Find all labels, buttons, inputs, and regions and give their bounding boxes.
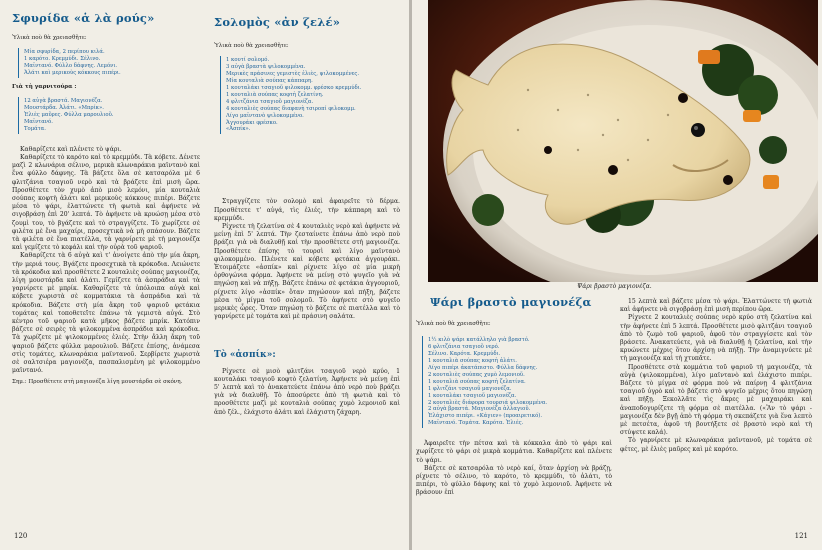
- garnish-box: [18, 97, 200, 134]
- body-paragraph: Τὸ γαρνίρετε μὲ κλωναράκια μαϊντανοῦ, μὲ τομάτα σὲ φέτες, μὲ ἐλιὲς μαῦρες καὶ μὲ καρότο.: [620, 437, 812, 453]
- recipe-column-sfyrida: [12, 11, 200, 386]
- fish-mayonnaise-illustration: [428, 0, 818, 282]
- recipe-column-fish-continued: [620, 298, 812, 454]
- ingredients-label: Ὑλικὰ ποὺ θὰ χρειασθῆτε:: [12, 35, 87, 42]
- ingredient-line: 1 κουταλάκι τσαγιοῦ φιλοκομμ. φρέσκο κρεμμύδι.: [226, 85, 362, 92]
- garnish-line: Μουστάρδα. Ἀλάτι. «Μπρίκ».: [24, 105, 104, 112]
- garnish-line: Ἐλιὲς μαῦρες. Φύλλα μαρουλιοῦ.: [24, 112, 114, 119]
- aspic-paragraph: Ρίχνετε σὲ μισὸ φλιτζάνι τσαγιοῦ νερὸ κρύο, 1 κουταλάκι τσαγιοῦ κοφτὸ ζελατίνη. Ἀφήνετε νὰ μείνῃ ἐπὶ 5' λεπτὰ καὶ τὸ ἀνακατεύετε ἐπάνω ἀπὸ νερὸ ποὺ βράζει γιὰ νὰ διαλυθῇ. Τὸ ἀποσύρετε ἀπὸ τὴ φωτιὰ καὶ τὸ προσθέτετε μαζὶ μὲ κουταλιὰ σούπας χυμὸ λεμονιοῦ καὶ ἀπὸ ζέλ., ἐλάχιστο ἀλάτι καὶ ἐλάχιστη ζάχαρη.: [214, 367, 400, 416]
- ingredient-line: Μία σφυρίδα, 2 περίπου κιλά.: [24, 49, 105, 56]
- ingredient-line: 1 κουταλιὰ σούπας κοφτὴ ζελατίνα.: [428, 378, 526, 385]
- ingredient-line: Ἐλάχιστο πιπέρι. «Κάγιεν» (προαιρετικό).: [428, 413, 543, 420]
- ingredient-line: Ἀγγουράκι φρέσκο.: [226, 119, 278, 126]
- body-paragraph: Ἀφαιρεῖτε τὴν πέτσα καὶ τὰ κόκκαλα ἀπὸ τὸ ψάρι καὶ χωρίζετε τὸ ψάρι σὲ μικρὰ κομμάτια. Καθαρίζετε καὶ πλένετε τὸ ψάρι.: [416, 440, 612, 464]
- garnish-line: Μαϊντανό.: [24, 118, 53, 125]
- ingredients-box: [422, 336, 612, 428]
- aspic-title: Τὸ «ἀσπίκ»:: [214, 350, 276, 361]
- garnish-line: Τομάτα.: [24, 125, 46, 132]
- recipe-title: Σφυρίδα «ἁ λὰ ρούς»: [12, 11, 155, 25]
- ingredients-label: Ὑλικὰ ποὺ θὰ χρειασθῆτε:: [214, 43, 289, 50]
- garnish-label: Γιὰ τὴ γαρνιτούρα :: [12, 84, 77, 91]
- body-paragraph: Καθαρίζετε καὶ πλένετε τὸ ψάρι.: [20, 145, 122, 153]
- page-number: 121: [794, 532, 808, 540]
- ingredient-line: «Ἀσπίκ».: [226, 126, 251, 133]
- photo-caption: Ψάρι βραστὸ μαγιονέζα.: [577, 283, 652, 290]
- ingredient-line: Μία κουταλιὰ σούπας κάππαρη.: [226, 78, 313, 85]
- body-paragraph: Ρίχνετε 2 κουταλιὲς σούπας νερὸ κρύο στὴ ζελατίνα καὶ τὴν ἀφήνετε ἐπὶ 5 λεπτά. Προσθέτετε μισὸ φλιτζάνι τσαγιοῦ ἀπὸ τὸ ζωμὸ τοῦ ψαριοῦ, ἀφοῦ τὸν στραγγίσετε καὶ τὸν βράσετε. Ἀνακατεύετε, γιὰ νὰ διαλυθῇ ἡ ζελατίνα, καὶ τὴν κρυώνετε μέχρις ὅτου ἀρχίσῃ νὰ πήξῃ. Τὴν ἀναμιγνύετε μὲ τὴ μαγιονέζα καὶ τὴ χτυπᾶτε.: [620, 314, 812, 363]
- ingredients-box: [18, 48, 200, 78]
- right-page: [412, 0, 822, 550]
- ingredient-line: 6 φλιτζάνια τσαγιοῦ νερό.: [428, 344, 500, 351]
- ingredient-line: 2 αὐγὰ βραστά. Μαγιονέζα ἀλλαγιοῦ.: [428, 406, 531, 413]
- ingredient-line: 1½ κιλὸ ψάρι κατάλληλο γιὰ βραστό.: [428, 337, 530, 344]
- ingredient-line: 1 κουταλάκι τσαγιοῦ μαγιονέζα.: [428, 392, 517, 399]
- ingredients-label: Ὑλικὰ ποὺ θὰ χρειασθῆτε:: [416, 321, 491, 328]
- body-paragraph: Στραγγίζετε τὸν σολομὸ καὶ ἀφαιρεῖτε τὸ δέρμα. Προσθέτετε τ' αὐγά, τὶς ἐλιές, τὴν κάππαρη καὶ τὸ κρεμμύδι.: [214, 198, 400, 222]
- garnish-line: 12 αὐγὰ βραστά. Μαγιονέζα.: [24, 98, 103, 105]
- ingredient-line: 1 κουταλιὰ σούπας κοφτὴ ἁλάτι.: [428, 358, 517, 365]
- ingredient-line: Λίγο μαϊντανὸ ψιλοκομμένο.: [226, 112, 304, 119]
- ingredient-line: Λίγο πιπέρι ἀκατάπιστο. Φύλλα δάφνης.: [428, 365, 538, 372]
- ingredient-line: 4 φλιτζάνια τσαγιοῦ μαγιονέζα.: [226, 98, 314, 105]
- body-paragraph: Βάζετε σὲ κατσαρόλα τὸ νερὸ καί, ὅταν ἀρχίσῃ νὰ βράζῃ, ρίχνετε τὸ σέλινο, τὸ καρότο, τὸ κρεμμύδι, τὸ ἁλάτι, τὸ πιπέρι, τὸ φύλλο δάφνης καὶ τὸ χυμὸ λεμονιοῦ. Ἀφήνετε νὰ βράσουν ἐπὶ: [416, 464, 612, 497]
- left-page: [0, 0, 410, 550]
- recipe-note: Σημ.: Προσθέτετε στὴ μαγιονέζα λίγη μουστάρδα σὲ σκόνη.: [12, 379, 183, 386]
- ingredient-line: 1 καρότο. Κρεμμύδι. Σέλινο.: [24, 56, 101, 63]
- recipe-title: Ψάρι βραστὸ μαγιονέζα: [430, 295, 592, 309]
- ingredient-line: Σέλινο. Καρότα. Κρεμμύδι.: [428, 351, 501, 358]
- body-paragraph: Καθαρίζετε τὸ καρότο καὶ τὸ κρεμμύδι. Τὰ κόβετε. Δένετε μαζὶ 2 κλωνάρια σέλινο, μερικὰ κλωναράκια μαϊντανὸ καὶ ἕνα φύλλο δάφνης. Τὰ βάζετε ὅλα σὲ κατσαρόλα μὲ 6 φλιτζάνια τσαγιοῦ νερὸ καὶ τὰ βράζετε ἐπὶ μισὴ ὥρα. Προσθέτετε τὸν χυμὸ ἀπὸ μισὸ λεμόνι, μία κουταλιὰ σούπας κοφτὴ ἁλάτι καὶ μερικοὺς κόκκους πιπέρι. Βάζετε μέσα τὸ ψάρι, ἐλαττώνετε τὴ φωτιὰ καὶ ἀφήνετε νὰ σιγοβράσῃ ἐπὶ 20' λεπτά. Τὸ ἀφήνετε νὰ κρυώσῃ μέσα στὸ ζουμὶ του, τὸ βγάζετε καὶ τὸ στραγγίζετε. Τὸ χωρίζετε σὲ φιλέτα μὲ ἕνα μαχαίρι, προσεχτικὰ νὰ μὴ σπάσουν. Βάζετε τὰ φιλέτα σὲ ἕνα πιατέλλα, τὰ γαρνίρετε μὲ τὴ μαγιονέζα καὶ γεμίζετε τὸ κεφάλι καὶ τὴν οὐρὰ τοῦ ψαριοῦ.: [12, 153, 200, 252]
- body-paragraph: Ρίχνετε τὴ ζελατίνα σὲ 4 κουταλιὲς νερὸ καὶ ἀφήνετε νὰ μείνῃ ἐπὶ 5' λεπτά. Τὴν ζεσταίνετε ἐπάνω ἀπὸ νερὸ ποὺ βράζει γιὰ νὰ διαλυθῇ καὶ τὴν προσθέτετε στὴ μαγιονέζα. Προσθέτετε ἐπίσης τὸ τουρσὶ καὶ λίγο μαϊντανὸ φιλοκομμένο. Πλένετε καὶ κόβετε φετάκια ἀγγουράκι. Ἑτοιμάζετε «ἀσπίκ» καὶ ρίχνετε λίγο σὲ μία μικρὴ ὀρθογώνια φόρμα. Ἀφήνετε νὰ μείνῃ στὸ ψυγεῖο γιὰ νὰ πηγώσῃ καὶ νὰ πήξῃ. Βάζετε ἐπάνω σὲ φετάκια ἀγγουριοῦ, ρίχνετε λίγο «ἀσπίκ» ὅταν πηγώσουν καὶ πήξη, βάζετε μέσα τὸ μίγμα τοῦ σολομοῦ. Τὸ ἀφήνετε στὸ ψυγεῖο μερικὲς ὧρες. Ὅταν πηγώσῃ τὸ βάζετε σὲ πιατέλλα καὶ τὸ γαρνίρετε μὲ τομάτα καὶ μὲ πράσινη σαλάτα.: [214, 222, 400, 321]
- ingredient-line: 4 κουταλιὲς σούπας διαφανὴ τσιροπί φιλοκομμ.: [226, 105, 356, 112]
- ingredients-box: [220, 56, 400, 134]
- ingredient-line: 1 κουτί σολομό.: [226, 57, 270, 64]
- ingredient-line: 2 κουταλιὲς διάφορα τουρσιά ψιλοκομμένα.: [428, 399, 548, 406]
- body-paragraph: Προσθέτετε στὰ κομμάτια τοῦ ψαριοῦ τὴ μαγιονέζα, τὰ αὐγὰ (ψιλοκομμένα), λίγο μαϊντανὸ καὶ ἐλάχιστο πιπέρι. Βάζετε τὸ μίγμα σὲ φόρμα ποὺ νὰ παίρνῃ 4 φλιτζάνια τσαγιοῦ ὑγρὸ καὶ τὸ βάζετε στὸ ψυγεῖο μέχρις ὅτου πηγώσῃ καὶ πήξῃ. Ξεκολλᾶτε τὶς ἄκρες μὲ μαχαιράκι καὶ ἀναποδογυρίζετε τὴ φόρμα σὲ πιατέλλα. («Ἂν τὸ ψάρι - μαγιονέζα δὲν βγῇ ἀπὸ τὴ φόρμα τὴ σκεπάζετε γιὰ ἕνα λεπτὸ μὲ πετσέτα, ἀφοῦ τὴ βουτήξετε σὲ βραστὸ νερὸ καὶ τὴ στύψετε καλά).: [620, 363, 812, 437]
- ingredient-line: Μαϊντανό. Τομάτα. Καρότα. Ἐλιές.: [428, 420, 524, 427]
- recipe-column-solomos: [214, 15, 400, 417]
- ingredient-line: 1 φλιτζάνι τσαγιοῦ μαγιονέζα.: [428, 385, 512, 392]
- ingredient-line: 3 αὐγὰ βραστὰ ψιλοκομμένα.: [226, 64, 306, 71]
- ingredient-line: Ἀλάτι καὶ μερικοὺς κόκκους πιπέρι.: [24, 70, 121, 77]
- ingredient-line: Μερικὲς πράσινες γεμιστὲς ἐλιὲς, ψιλοκομμένες.: [226, 71, 360, 78]
- recipe-title: Σολομὸς «ἀν ζελέ»: [214, 15, 341, 29]
- page-number: 120: [14, 532, 28, 540]
- ingredient-line: Μαϊντανό. Φύλλο δάφνης. Λεμόνι.: [24, 63, 118, 70]
- body-paragraph: 15 λεπτὰ καὶ βάζετε μέσα τὸ ψάρι. Ἐλαττώνετε τὴ φωτιὰ καὶ ἀφήνετε νὰ σιγοβράσῃ ἐπὶ μισὴ περίπου ὥρα.: [620, 298, 812, 314]
- ingredient-line: 1 κουταλιὰ σούπας κοφτὴ ζελατίνη.: [226, 91, 324, 98]
- dish-photo: [428, 0, 818, 282]
- recipe-column-fish: [416, 295, 612, 498]
- body-paragraph: Καθαρίζετε τὰ 6 αὐγὰ καὶ τ' ἀνοίγετε ἀπὸ τὴν μία ἄκρη, τὴν μεριά τους. Βγάζετε προσεχτικὰ τὰ κρόκοδια. Λειώνετε τὰ κρόκοδια καὶ προσθέτετε 2 κουταλιὲς σούπας μαγιονέζα, λίγη μουστάρδα καὶ ἀλάτι. Γεμίζετε τὰ ἀσπράδια καὶ τὰ γαρνίρετε μὲ μπρίκ. Καθαρίζετε τὰ ὑπόλοιπα αὐγὰ καὶ κόβετε χωριστὰ σὲ κομματάκια τὰ ἀσπράδια καὶ τὰ κρόκοδια. Βάζετε στὴ μία ἄκρη τοῦ ψαριοῦ φετάκια τομάτας καὶ τοποθετεῖτε ἐπάνω τὰ γεμιστὰ αὐγά. Στὸ κέντρο τοῦ ψαριοῦ κατὰ μῆκος βάζετε μπρίκ. Κατόπιν βάζετε σὲ σειρὲς τὰ ψιλοκομμένα ἀσπράδια καὶ κρόκοδια. Τὰ χωρίζετε μὲ ψιλοκομμένες ἐλιές. Στὴν ἄλλη ἄκρη τοῦ ψαριοῦ βάζετε φύλλα μαρουλιοῦ. Βάζετε ἐπίσης, ἀνάμεσα στὶς τομάτες, κλωναράκια μαϊντανοῦ. Σερβίρετε χωριστὰ σὲ σαλτσιέρα μαγιονέζα, πασπαλισμένη μὲ ψιλοκομμένο μαϊντανό.: [12, 252, 200, 375]
- ingredient-line: 2 κουταλιὲς σούπας χυμὸ λεμονιοῦ.: [428, 371, 525, 378]
